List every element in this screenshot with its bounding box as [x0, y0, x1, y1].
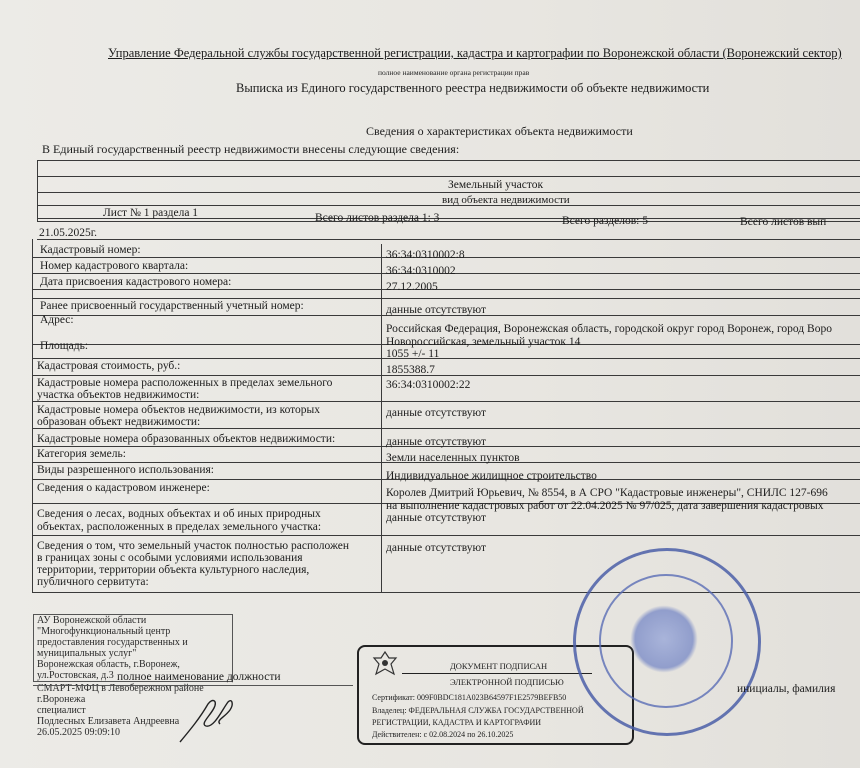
value-address-line1: Российская Федерация, Воронежская область, городской округ город Воронеж, город Воро [386, 323, 832, 335]
total-sections: Всего разделов: 5 [562, 215, 648, 227]
sheet-number: Лист № 1 раздела 1 [103, 207, 199, 219]
value-cadastral-cost: 1855388.7 [386, 364, 435, 376]
label-land-category: Категория земель: [37, 448, 126, 460]
section-title: Сведения о характеристиках объекта недвижимости [366, 124, 633, 138]
mfc-line7: СМАРТ-МФЦ в Левобережном районе [37, 683, 204, 694]
label-forests-l2: объектах, расположенных в пределах земельного участка: [37, 521, 322, 533]
authority-caption: полное наименование органа регистрации прав [378, 68, 530, 77]
total-sheets: Всего листов вып [740, 216, 827, 228]
esign-title: ДОКУМЕНТ ПОДПИСАН [450, 661, 548, 671]
value-forests: данные отсутствуют [386, 512, 486, 524]
label-formed-objects: Кадастровые номера образованных объектов недвижимости: [37, 433, 336, 445]
value-quarter: 36:34:0310002 [386, 265, 456, 277]
label-engineer: Сведения о кадастровом инженере: [37, 482, 210, 494]
esign-owner: Владелец: ФЕДЕРАЛЬНАЯ СЛУЖБА ГОСУДАРСТВЕННОЙ [372, 706, 584, 715]
value-engineer-l2: на выполнение кадастровых работ от 22.04.2025 № 97/025, дата завершения кадастровых [386, 500, 824, 512]
handwritten-signature [170, 690, 240, 750]
value-engineer-l1: Королев Дмитрий Юрьевич, № 8554, в А СРО "Кадастровые инженеры", СНИЛС 127-696 [386, 487, 828, 499]
label-permitted-use: Виды разрешенного использования: [37, 464, 214, 476]
value-land-category: Земли населенных пунктов [386, 452, 520, 464]
label-located-objects-l1: Кадастровые номера расположенных в пределах земельного [37, 377, 333, 389]
extract-date: 21.05.2025г. [39, 227, 98, 239]
mfc-line6: ул.Ростовская, д.3 [37, 670, 114, 681]
mfc-line10: Подлесных Елизавета Андреевна [37, 716, 180, 727]
value-assign-date: 27.12.2005 [386, 281, 438, 293]
mfc-line1: АУ Воронежской области [37, 615, 147, 626]
object-type: Земельный участок [448, 179, 544, 191]
value-area: 1055 +/- 11 [386, 348, 440, 360]
esign-subtitle: ЭЛЕКТРОННОЙ ПОДПИСЬЮ [450, 677, 564, 687]
label-zone-l1: Сведения о том, что земельный участок полностью расположен [37, 540, 349, 552]
label-cadastral-cost: Кадастровая стоимость, руб.: [37, 360, 181, 372]
mfc-line8: г.Воронежа [37, 694, 86, 705]
value-formed-objects: данные отсутствуют [386, 436, 486, 448]
label-assign-date: Дата присвоения кадастрового номера: [40, 276, 232, 288]
initials-caption: инициалы, фамилия [737, 683, 836, 695]
authority-name: Управление Федеральной службы государственной регистрации, кадастра и картографии по Воронежской области (Воронежский сектор) [108, 46, 842, 60]
value-previous-number: данные отсутствуют [386, 304, 486, 316]
label-area: Площадь: [40, 340, 89, 352]
esign-owner2: РЕГИСТРАЦИИ, КАДАСТРА И КАРТОГРАФИИ [372, 718, 542, 727]
position-caption: полное наименование должности [117, 671, 281, 683]
label-quarter: Номер кадастрового квартала: [40, 260, 189, 272]
value-located-objects: 36:34:0310002:22 [386, 379, 471, 391]
esign-valid: Действителен: с 02.08.2024 по 26.10.2025 [372, 730, 514, 739]
label-source-objects-l1: Кадастровые номера объектов недвижимости, из которых [37, 404, 321, 416]
object-type-caption: вид объекта недвижимости [442, 194, 570, 206]
label-zone-l2: в границах зоны с особыми условиями использования [37, 552, 303, 564]
mfc-line2: "Многофункциональный центр [37, 626, 171, 637]
value-zone: данные отсутствуют [386, 542, 486, 554]
label-zone-l4: публичного сервитута: [37, 576, 149, 588]
label-zone-l3: территории, территории объекта культурного наследия, [37, 564, 310, 576]
label-address: Адрес: [40, 314, 74, 326]
value-source-objects: данные отсутствуют [386, 407, 486, 419]
label-previous-number: Ранее присвоенный государственный учетный номер: [40, 300, 304, 312]
label-forests-l1: Сведения о лесах, водных объектах и об иных природных [37, 508, 321, 520]
emblem-icon [372, 650, 398, 678]
mfc-line3: предоставления государственных и [37, 637, 188, 648]
label-located-objects-l2: участка объектов недвижимости: [37, 389, 200, 401]
intro-text: В Единый государственный реестр недвижимости внесены следующие сведения: [42, 142, 460, 156]
esign-cert: Сертификат: 009F0BDC181A023B64597F1E2579BEFB50 [372, 693, 567, 702]
total-sheets-section: Всего листов раздела 1: 3 [315, 212, 440, 224]
label-cadastral-number: Кадастровый номер: [40, 244, 141, 256]
mfc-line9: специалист [37, 705, 86, 716]
value-cadastral-number: 36:34:0310002:8 [386, 249, 465, 261]
mfc-line5: Воронежская область, г.Воронеж, [37, 659, 180, 670]
value-permitted-use: Индивидуальное жилищное строительство [386, 470, 597, 482]
mfc-line11: 26.05.2025 09:09:10 [37, 727, 121, 738]
document-title: Выписка из Единого государственного реестра недвижимости об объекте недвижимости [236, 81, 710, 95]
official-seal-emblem [630, 605, 698, 673]
value-address-line2: Новороссийская, земельный участок 14 [386, 336, 581, 348]
label-source-objects-l2: образован объект недвижимости: [37, 416, 201, 428]
mfc-line4: муниципальных услуг" [37, 648, 137, 659]
